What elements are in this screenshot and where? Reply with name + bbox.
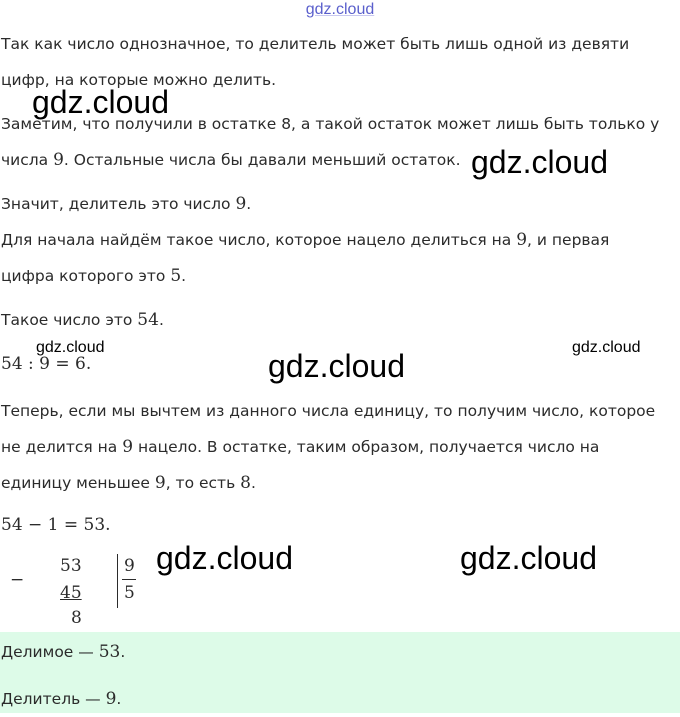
p1-line2: цифр, на которые можно делить. [1,71,277,89]
p4-math-5: 5 [170,266,182,286]
p5-math-54: 54 [137,310,159,330]
answer-dividend-value: 53 [98,642,121,662]
p6-line1: Теперь, если мы вычтем из данного числа единицу, то получим число, которое [1,402,656,420]
p4-line1-a: Для начала найдём такое число, которое нацело делиться на [1,231,517,249]
answer-divisor-label: Делитель — [1,690,106,708]
p3-text: Значит, делитель это число [1,195,236,213]
p3-end: . [246,195,252,213]
p6-math-9a: 9 [122,437,134,457]
answer-divisor [1,681,677,717]
answer-dividend [1,634,677,670]
division-dividend: 53 [60,556,82,576]
answer-dividend-end: . [120,643,126,661]
p6-line2-b: нацело. В остатке, таким образом, получается число на [133,438,600,456]
equation-54-minus-1: 54 − 1 = 53. [1,515,111,535]
paragraph-5 [1,302,677,338]
p4-line2-a: цифра которого это [1,267,171,285]
paragraph-6 [1,393,677,501]
watermark-6: gdz.cloud [156,540,293,576]
watermark-7: gdz.cloud [460,540,597,576]
watermark-3: gdz.cloud [36,339,105,356]
equation-54-div-9: 54 : 9 = 6. [1,354,92,374]
p4-line2-b: . [181,267,187,285]
top-watermark-link[interactable]: gdz.cloud [305,1,375,18]
p6-line3-a: единицу меньшее [1,474,155,492]
watermark-4: gdz.cloud [572,339,641,356]
watermark-5: gdz.cloud [268,348,405,384]
watermark-1: gdz.cloud [32,84,169,120]
answer-dividend-label: Делимое — [1,643,99,661]
p4-math-9: 9 [516,230,528,250]
p4-line1-b: , и первая [527,231,610,249]
p3-math-9: 9 [235,194,247,214]
watermark-2: gdz.cloud [471,144,608,180]
p6-math-9b: 9 [154,473,166,493]
division-minus-sign: − [10,570,25,590]
p2-line1: Заметим, что получили в остатке 8, а такой остаток может лишь быть только у [1,115,660,133]
division-horizontal-bar [122,579,136,580]
p2-math-9: 9 [53,150,64,170]
p5-end: . [158,311,164,329]
division-vertical-bar [117,554,118,608]
division-quotient: 5 [124,583,135,603]
paragraph-3 [1,186,677,222]
division-subtrahend: 45 [60,583,82,603]
long-division [0,550,160,630]
p6-math-8: 8 [240,473,251,493]
p2-line2-b: . Остальные числа бы давали меньший остаток. [63,151,461,169]
answer-box [0,632,680,713]
answer-divisor-end: . [116,690,122,708]
p1-line1: Так как число однозначное, то делитель может быть лишь одной из девяти [1,35,630,53]
division-remainder: 8 [71,608,82,628]
p6-line3-c: . [250,474,256,492]
p2-line2-a: числа [1,151,54,169]
p6-line2-a: не делится на [1,438,123,456]
paragraph-4 [1,222,677,294]
division-divisor: 9 [124,556,135,576]
answer-divisor-value: 9 [105,689,117,709]
p5-text: Такое число это [1,311,138,329]
p6-line3-b: , то есть [165,474,241,492]
